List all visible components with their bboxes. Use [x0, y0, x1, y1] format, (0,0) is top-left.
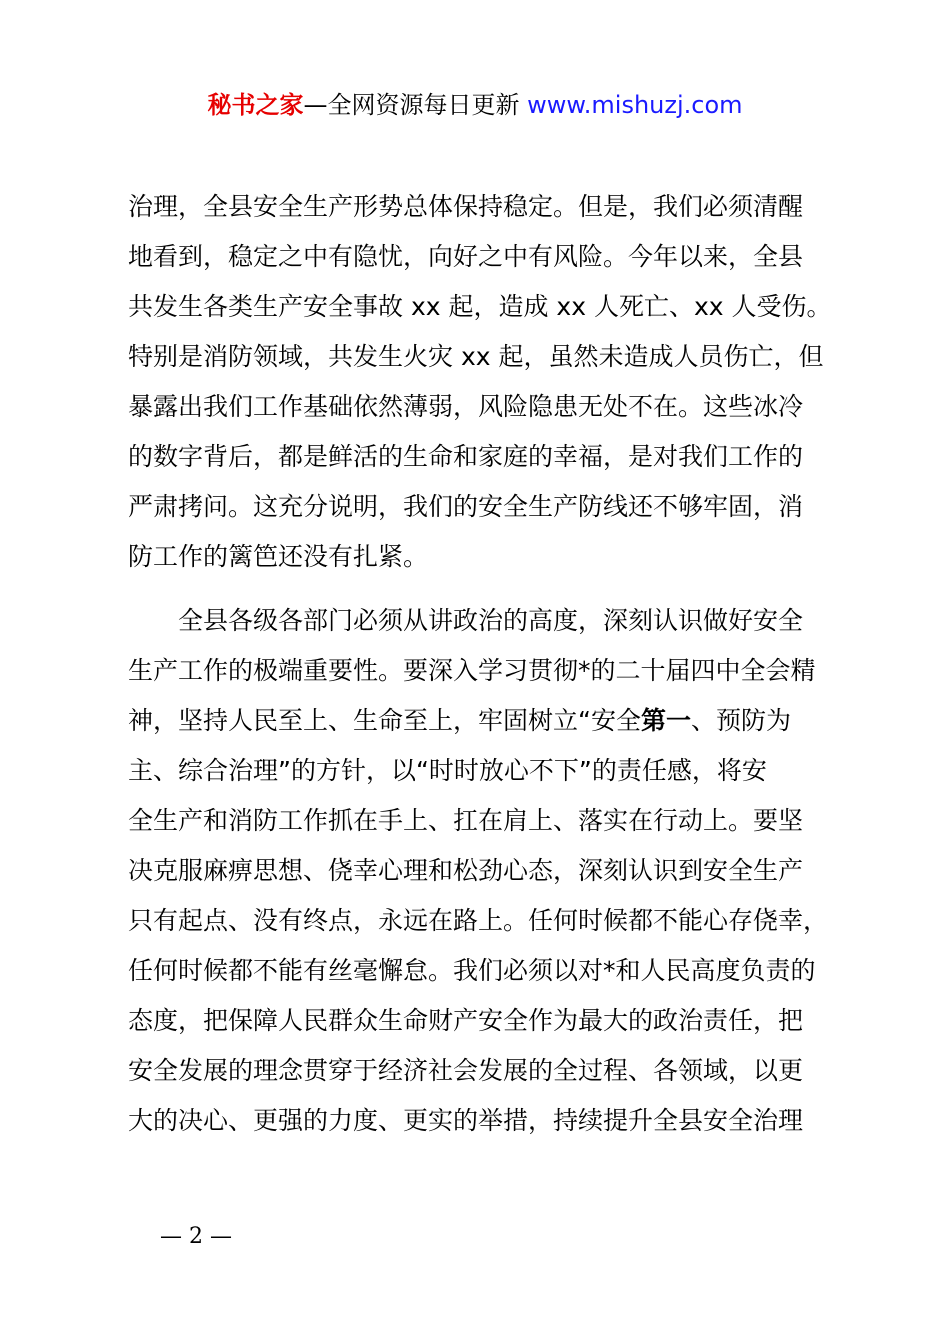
- text-line: 生产工作的极端重要性。要深入学习贯彻*的二十届四中全会精: [128, 656, 816, 685]
- header-url-link[interactable]: www.mishuzj.com: [527, 91, 743, 119]
- text-line: 的数字背后，都是鲜活的生命和家庭的幸福，是对我们工作的: [128, 442, 804, 471]
- text-line: 安全发展的理念贯穿于经济社会发展的全过程、各领域，以更: [128, 1056, 804, 1085]
- text-line: 态度，把保障人民群众生命财产安全作为最大的政治责任，把: [128, 1006, 804, 1035]
- text-line: 大的决心、更强的力度、更实的举措，持续提升全县安全治理: [128, 1106, 804, 1135]
- text-line: 全生产和消防工作抓在手上、扛在肩上、落实在行动上。要坚: [128, 806, 804, 835]
- page-header: [0, 88, 950, 122]
- text-line: 严肃拷问。这充分说明，我们的安全生产防线还不够牢固，消: [128, 492, 804, 521]
- brand-name: 秘书之家: [207, 91, 304, 119]
- text-line: 共发生各类生产安全事故 xx 起，造成 xx 人死亡、xx 人受伤。: [128, 292, 832, 321]
- text-line-with-bold: [128, 696, 838, 746]
- bold-emphasis: 第一: [640, 706, 691, 735]
- header-separator: —: [303, 91, 328, 119]
- document-body: [128, 182, 838, 1146]
- text-line: 防工作的篱笆还没有扎紧。: [128, 542, 429, 571]
- paragraph-1: [128, 182, 838, 582]
- paragraph-2: [128, 596, 838, 1146]
- text-line: 任何时候都不能有丝毫懈怠。我们必须以对*和人民高度负责的: [128, 956, 816, 985]
- paragraph-spacer: [128, 582, 838, 596]
- text-line: 暴露出我们工作基础依然薄弱，风险隐患无处不在。这些冰冷: [128, 392, 804, 421]
- text-line: 特别是消防领域，共发生火灾 xx 起，虽然未造成人员伤亡，但: [128, 342, 824, 371]
- page-number: — 2 —: [160, 1224, 232, 1249]
- text-segment: 神，坚持人民至上、生命至上，牢固树立“安全: [128, 706, 641, 735]
- text-line: 主、综合治理”的方针，以“时时放心不下”的责任感，将安: [128, 756, 767, 785]
- text-line: 治理，全县安全生产形势总体保持稳定。但是，我们必须清醒: [128, 192, 804, 221]
- text-line: 决克服麻痹思想、侥幸心理和松劲心态，深刻认识到安全生产: [128, 856, 804, 885]
- text-line: 只有起点、没有终点，永远在路上。任何时候都不能心存侥幸，: [128, 906, 829, 935]
- text-line-first: 全县各级各部门必须从讲政治的高度，深刻认识做好安全: [178, 606, 804, 635]
- text-segment: 、预防为: [690, 706, 791, 735]
- header-slogan: 全网资源每日更新: [327, 91, 520, 119]
- text-line: 地看到，稳定之中有隐忧，向好之中有风险。今年以来，全县: [128, 242, 804, 271]
